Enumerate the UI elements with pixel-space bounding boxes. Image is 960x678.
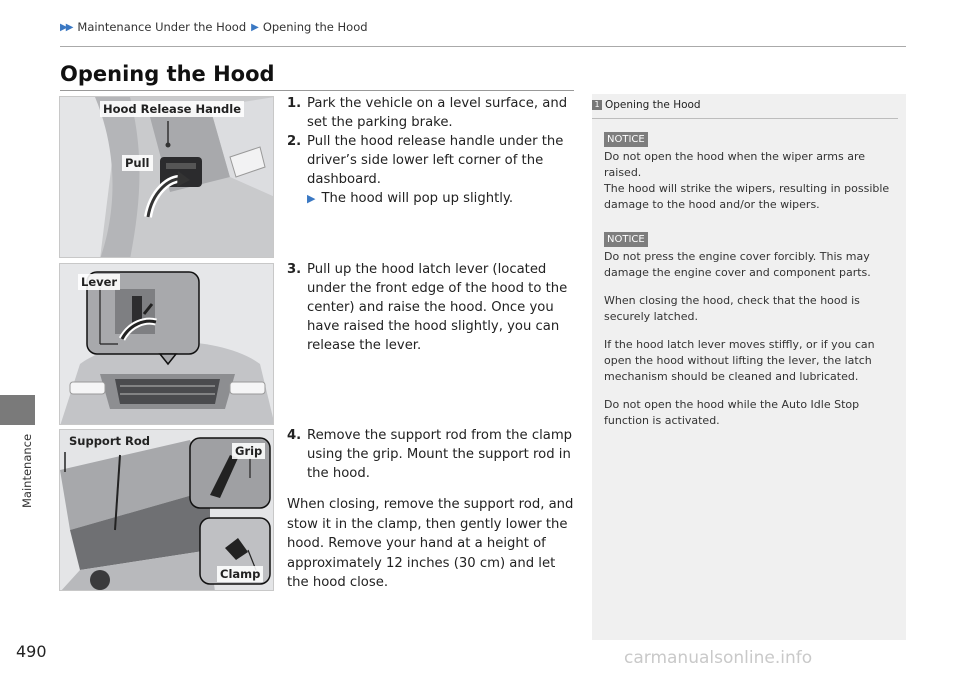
hood-release-handle-figure (59, 96, 274, 258)
notice-badge: NOTICE (604, 132, 648, 147)
title-divider (60, 90, 574, 91)
note-paragraph-idle-stop: Do not open the hood while the Auto Idle Stop function is activated. (604, 398, 860, 427)
side-note-header (592, 94, 898, 119)
breadcrumb-page[interactable]: Opening the Hood (262, 20, 368, 34)
step-4-number: 4. (287, 428, 302, 443)
step-2-text: Pull the hood release handle under the driver’s side lower left corner of the dashboard. (307, 134, 564, 187)
step-2 (287, 132, 579, 189)
callout-grip: Grip (232, 443, 265, 459)
step-3-text: Pull up the hood latch lever (located under the front edge of the hood to the center) and raise the hood. Once you have raised the hood slightly, you can release the lever. (307, 262, 568, 353)
section-tab-label (4, 428, 34, 508)
page-title: Opening the Hood (60, 62, 275, 86)
steps-group-3 (287, 426, 579, 593)
notice-1-detail: The hood will strike the wipers, resulting in possible damage to the hood and/or the wipers. (604, 182, 890, 211)
callout-clamp: Clamp (217, 566, 263, 582)
step-2-result-text: The hood will pop up slightly. (321, 191, 514, 206)
notice-2-text: Do not press the engine cover forcibly. This may damage the engine cover and component parts. (604, 250, 871, 279)
section-tab-marker (0, 395, 35, 425)
side-note-title: Opening the Hood (605, 99, 701, 111)
steps-group-1 (287, 94, 579, 208)
header-divider (60, 46, 906, 47)
steps-group-2 (287, 260, 579, 355)
result-arrow-icon: ▶ (307, 192, 316, 205)
breadcrumb-arrow-icon: ▶ (251, 21, 259, 33)
callout-hood-release-handle: Hood Release Handle (100, 101, 244, 117)
step-1-text: Park the vehicle on a level surface, and set the parking brake. (307, 96, 568, 130)
step-1-number: 1. (287, 96, 302, 111)
closing-paragraph: When closing, remove the support rod, and stow it in the clamp, then gently lower the hood. Remove your hand at a height of approximately 12 inches (30 cm) and let the hood close. (287, 497, 574, 590)
note-paragraph-latch: If the hood latch lever moves stiffly, or if you can open the hood without lifting the lever, the latch mechanism should be cleaned and lubricated. (604, 338, 875, 383)
breadcrumb-arrow-icon: ▶▶ (60, 21, 72, 33)
callout-support-rod: Support Rod (69, 434, 150, 448)
side-note-panel (592, 94, 906, 640)
callout-pull: Pull (122, 155, 153, 171)
step-2-number: 2. (287, 134, 302, 149)
breadcrumb-section[interactable]: Maintenance Under the Hood (77, 20, 247, 34)
step-2-result (287, 189, 579, 208)
watermark: carmanualsonline.info (624, 648, 813, 668)
support-rod-figure (59, 429, 274, 591)
note-paragraph-closing: When closing the hood, check that the hood is securely latched. (604, 294, 860, 323)
step-4-text: Remove the support rod from the clamp using the grip. Mount the support rod in the hood. (307, 428, 573, 481)
hood-latch-lever-figure (59, 263, 274, 425)
page-number: 490 (16, 642, 47, 661)
breadcrumb (60, 20, 368, 34)
step-3 (287, 260, 579, 355)
note-reference-icon: 1 (592, 100, 602, 110)
section-tab-text: Maintenance (20, 433, 34, 508)
notice-1-text: Do not open the hood when the wiper arms are raised. (604, 150, 865, 179)
step-4 (287, 426, 579, 483)
notice-badge: NOTICE (604, 232, 648, 247)
callout-lever: Lever (78, 274, 120, 290)
step-3-number: 3. (287, 262, 302, 277)
step-1 (287, 94, 579, 132)
